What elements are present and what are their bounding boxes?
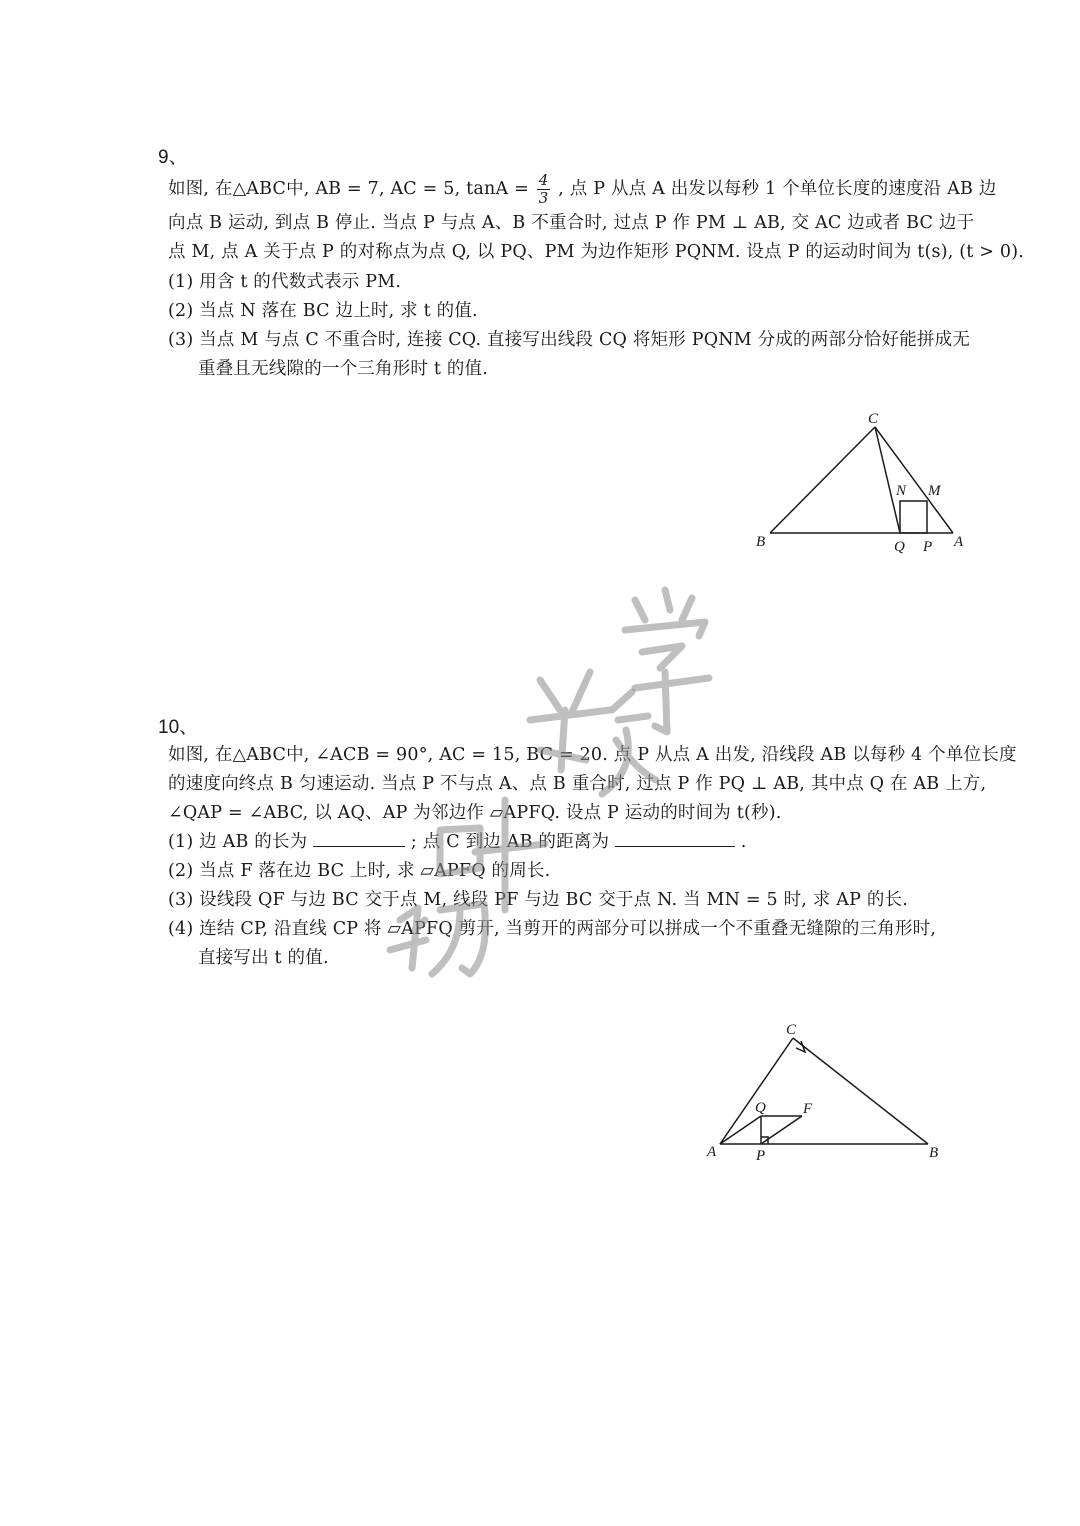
q9-part-3b: 重叠且无线隙的一个三角形时 t 的值.: [198, 359, 489, 379]
q10-label-q: Q: [755, 1100, 766, 1116]
q10-line-1: 如图, 在△ABC中, ∠ACB = 90°, AC = 15, BC = 20. 点 P 从点 A 出发, 沿线段 AB 以每秒 4 个单位长度: [168, 745, 1017, 765]
q10-label-a: A: [707, 1144, 717, 1160]
q9-side-bc: [770, 427, 875, 533]
q10-label-f: F: [803, 1101, 813, 1117]
question-10-number: 10、: [158, 717, 199, 738]
q10-line-3: ∠QAP = ∠ABC, 以 AQ、AP 为邻边作 ▱APFQ. 设点 P 运动的时间为 t(秒).: [168, 803, 782, 823]
q10-part-1: [168, 828, 747, 853]
q9-fraction-numerator: 4: [538, 171, 549, 189]
q9-figure: [740, 405, 980, 565]
q10-segment-aq: [720, 1116, 761, 1144]
q9-label-a: A: [954, 534, 964, 550]
q10-part-1-mid: ; 点 C 到边 AB 的距离为: [410, 832, 610, 852]
q10-side-cb: [793, 1038, 928, 1144]
q9-part-1: (1) 用含 t 的代数式表示 PM.: [168, 272, 402, 292]
q9-label-n: N: [896, 483, 907, 499]
q9-label-b: B: [756, 534, 766, 550]
q9-rectangle-pqnm: [900, 501, 927, 533]
q9-line-3: 点 M, 点 A 关于点 P 的对称点为点 Q, 以 PQ、PM 为边作矩形 PQNM. 设点 P 的运动时间为 t(s), (t > 0).: [168, 242, 1025, 262]
q9-line-1-post: , 点 P 从点 A 出发以每秒 1 个单位长度的速度沿 AB 边: [558, 179, 997, 199]
q10-line-2: 的速度向终点 B 匀速运动. 当点 P 不与点 A、点 B 重合时, 过点 P 作 PQ ⊥ AB, 其中点 Q 在 AB 上方,: [168, 774, 987, 794]
q10-part-1-pre: (1) 边 AB 的长为: [168, 832, 308, 852]
q9-part-3a: (3) 当点 M 与点 C 不重合时, 连接 CQ. 直接写出线段 CQ 将矩形 PQNM 分成的两部分恰好能拼成无: [168, 330, 971, 350]
q9-part-2: (2) 当点 N 落在 BC 边上时, 求 t 的值.: [168, 301, 478, 321]
q9-tan-fraction: [537, 172, 551, 207]
q9-label-q: Q: [894, 539, 905, 555]
question-9-number: 9、: [158, 147, 188, 168]
q9-line-1-pre: 如图, 在△ABC中, AB = 7, AC = 5, tanA =: [168, 179, 529, 199]
q10-label-c: C: [786, 1022, 797, 1038]
q10-part-4a: (4) 连结 CP, 沿直线 CP 将 ▱APFQ 剪开, 当剪开的两部分可以拼成一个不重叠无缝隙的三角形时,: [168, 919, 937, 939]
q10-part-2: (2) 当点 F 落在边 BC 上时, 求 ▱APFQ 的周长.: [168, 861, 551, 881]
q9-label-m: M: [928, 483, 941, 499]
q10-answer-blank-ab[interactable]: [313, 832, 405, 847]
q10-figure: [695, 1020, 955, 1170]
q9-fraction-denominator: 3: [538, 189, 549, 207]
q10-segment-fp: [761, 1116, 802, 1144]
q9-line-1: [168, 172, 997, 207]
q10-side-ac: [720, 1038, 793, 1144]
q10-part-1-end: .: [740, 832, 747, 852]
q10-label-p: P: [756, 1148, 766, 1164]
q10-answer-blank-distance[interactable]: [615, 832, 735, 847]
q9-label-p: P: [923, 539, 933, 555]
q9-side-ca: [875, 427, 953, 533]
q10-part-4b: 直接写出 t 的值.: [198, 948, 329, 968]
q10-right-angle-mark-c: [796, 1041, 805, 1052]
q10-part-3: (3) 设线段 QF 与边 BC 交于点 M, 线段 PF 与边 BC 交于点 N. 当 MN = 5 时, 求 AP 的长.: [168, 890, 909, 910]
q9-line-2: 向点 B 运动, 到点 B 停止. 当点 P 与点 A、B 不重合时, 过点 P 作 PM ⊥ AB, 交 AC 边或者 BC 边于: [168, 213, 975, 233]
q9-label-c: C: [868, 411, 879, 427]
q10-label-b: B: [929, 1145, 939, 1161]
